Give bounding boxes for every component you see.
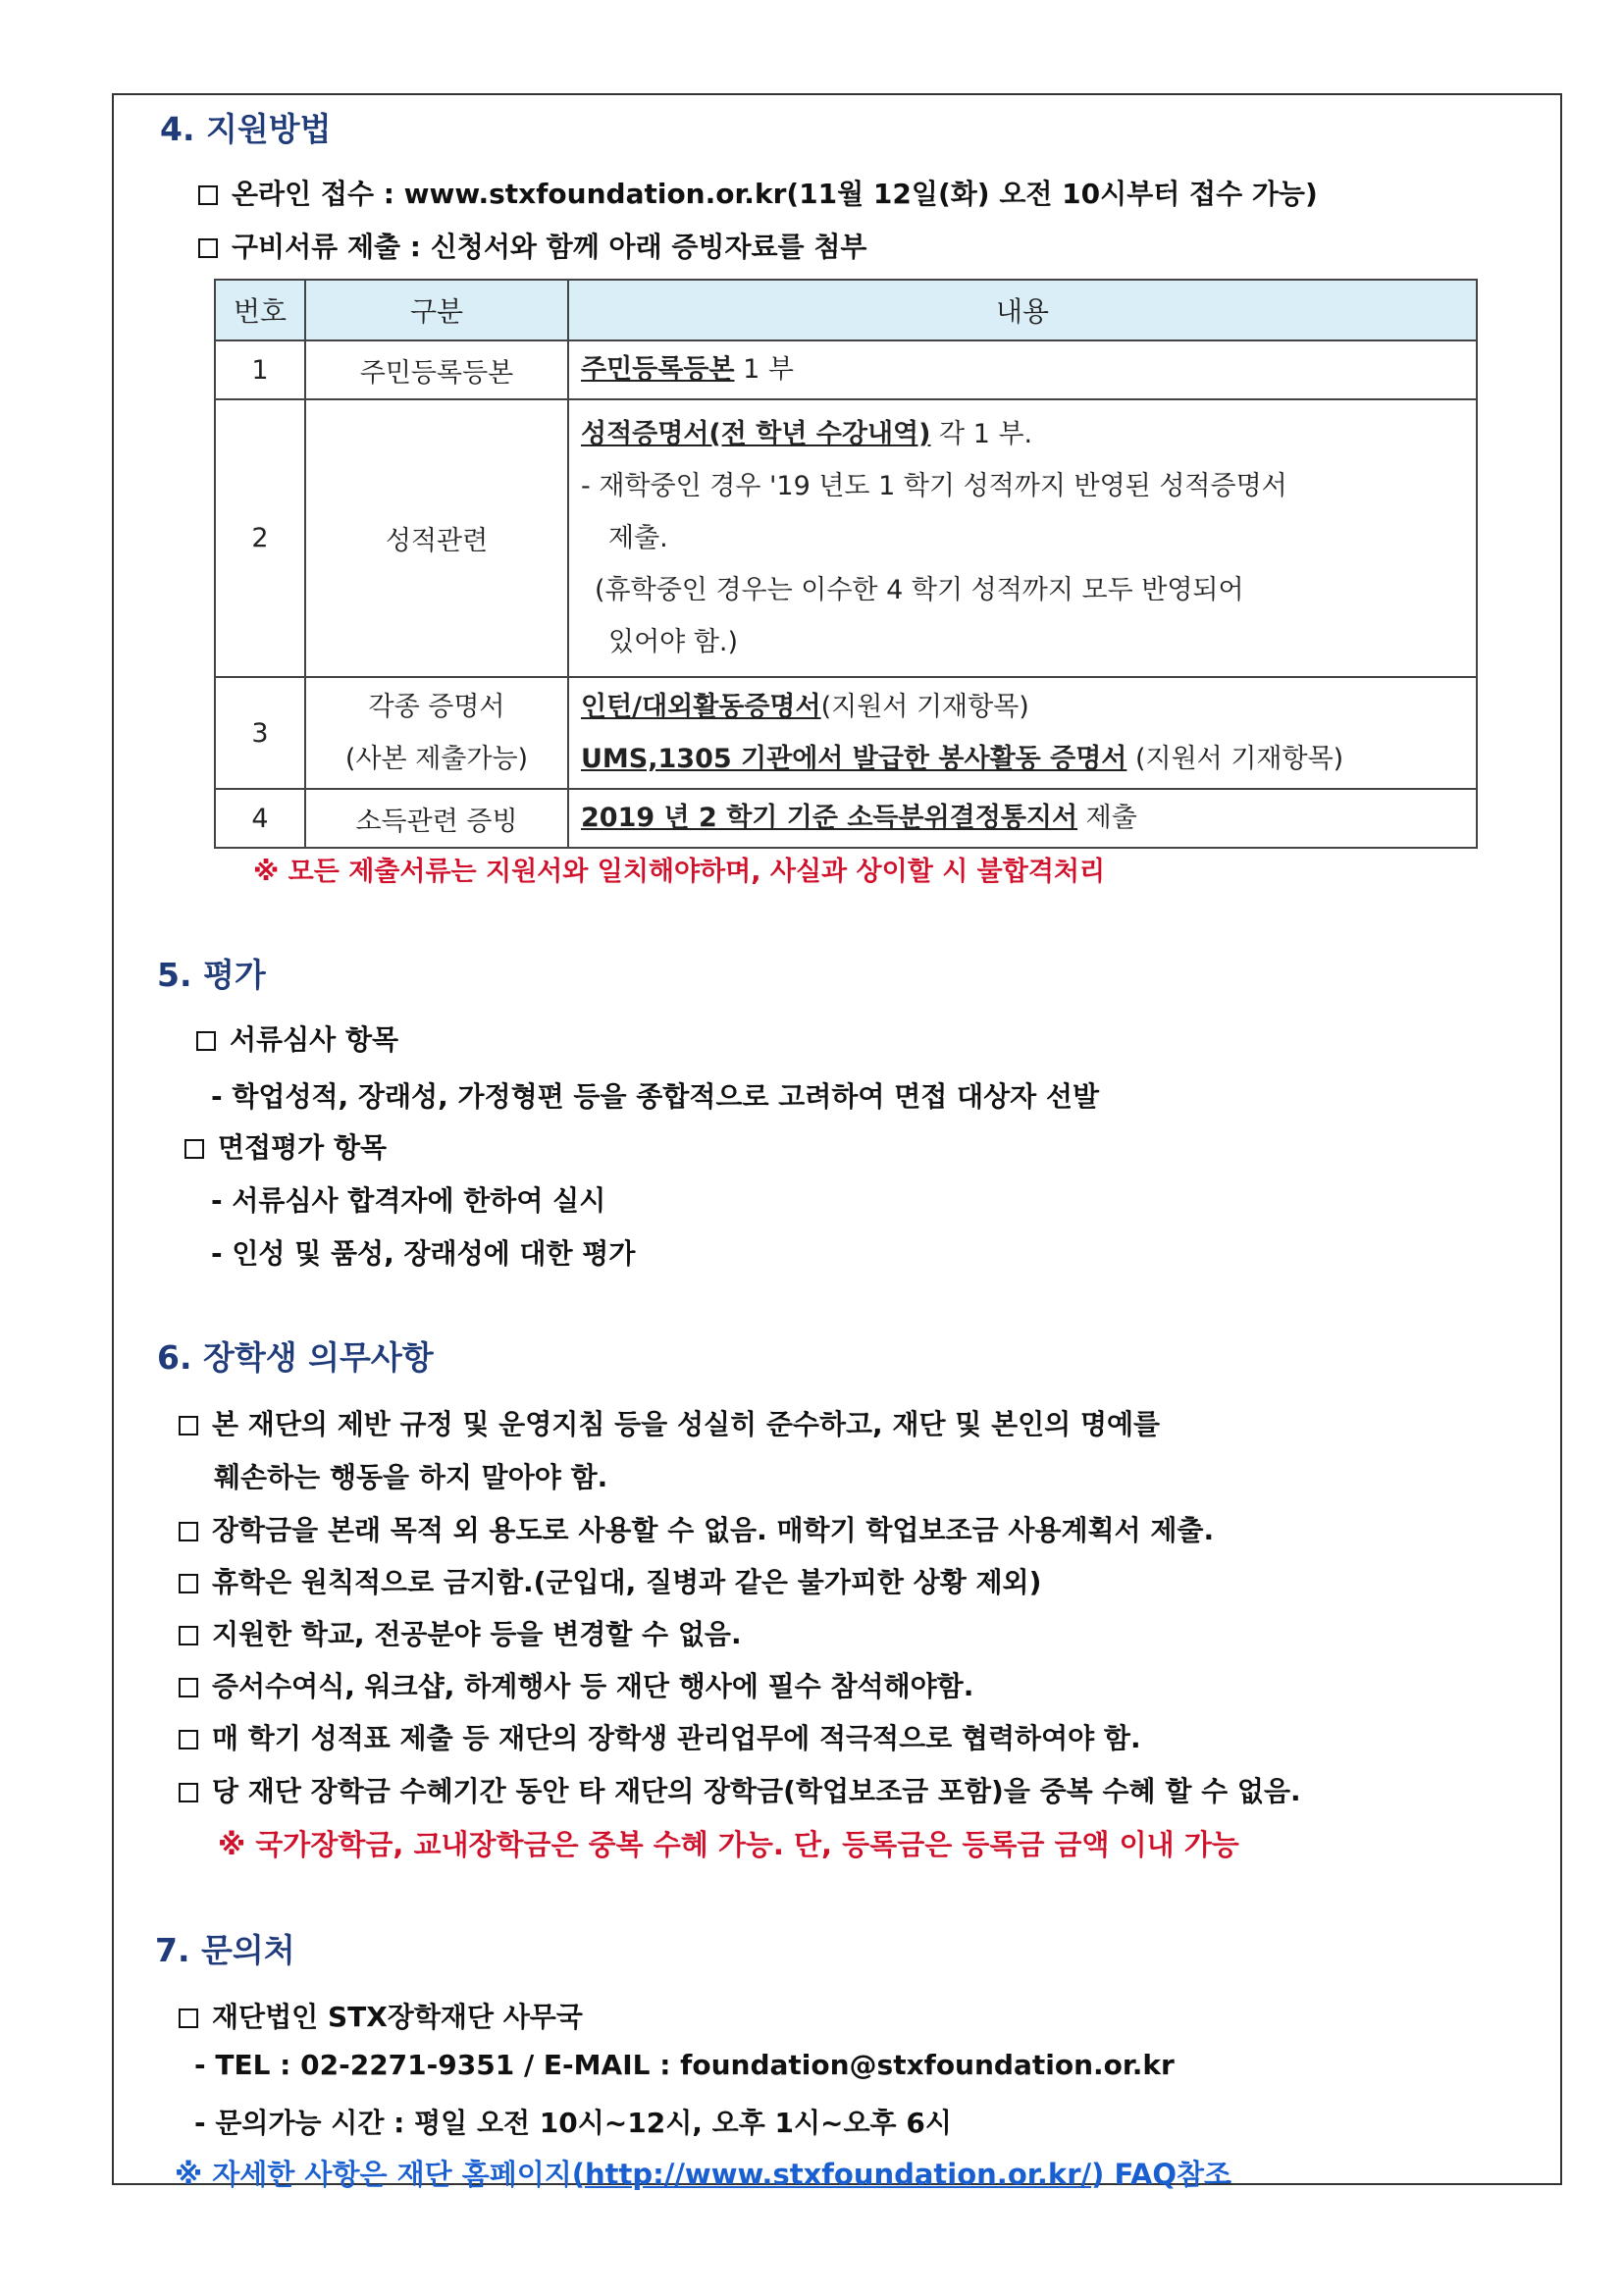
row-content (568, 340, 1477, 399)
duty-2 (179, 1509, 1214, 1548)
section-6-title: 6. 장학생 의무사항 (157, 1338, 434, 1377)
duty-5-text: 증서수여식, 워크샵, 하계행사 등 재단 행사에 필수 참석해야함. (212, 1670, 974, 1702)
checkbox-icon (196, 1031, 216, 1051)
content-rest: (지원서 기재항목) (820, 692, 1029, 722)
checkbox-icon (198, 238, 218, 258)
header-category: 구분 (305, 280, 568, 340)
checkbox-icon (179, 1416, 198, 1435)
docs-submit-text: 구비서류 제출 : 신청서와 함께 아래 증빙자료를 첨부 (232, 231, 867, 263)
checkbox-icon (179, 1574, 198, 1593)
contact-hours: - 문의가능 시간 : 평일 오전 10시~12시, 오후 1시~오후 6시 (194, 2107, 952, 2139)
content-rest: 1 부 (734, 354, 794, 385)
eval-item-2-text: 면접평가 항목 (218, 1131, 388, 1164)
row-content (568, 399, 1477, 677)
content-bold: 주민등록등본 (581, 354, 735, 385)
header-number: 번호 (215, 280, 305, 340)
checkbox-icon (179, 2009, 198, 2028)
table-row (215, 399, 1477, 677)
table-note: ※ 모든 제출서류는 지원서와 일치해야하며, 사실과 상이할 시 불합격처리 (253, 857, 1106, 887)
duty-7 (179, 1770, 1301, 1809)
duty-7-text: 당 재단 장학금 수혜기간 동안 타 재단의 장학금(학업보조금 포함)을 중복 수혜 할 수 없음. (212, 1775, 1301, 1807)
duty-1 (179, 1403, 1160, 1442)
content-bold: 성적증명서(전 학년 수강내역) (581, 419, 931, 449)
section-7-title: 7. 문의처 (155, 1931, 295, 1969)
table-row (215, 677, 1477, 789)
homepage-note (175, 2153, 1231, 2193)
online-apply-line (198, 173, 1318, 212)
row-number: 1 (215, 340, 305, 399)
duty-6 (179, 1717, 1141, 1756)
category-line: (사본 제출가능) (344, 744, 529, 774)
duty-3 (179, 1561, 1041, 1600)
eval-item-1-text: 서류심사 항목 (230, 1023, 399, 1056)
row-category: 성적관련 (305, 399, 568, 677)
content-bold: UMS,1305 기관에서 발급한 봉사활동 증명서 (581, 744, 1127, 774)
row-number: 4 (215, 789, 305, 848)
duty-note: ※ 국가장학금, 교내장학금은 중복 수혜 가능. 단, 등록금은 등록금 금액 이내 가능 (218, 1828, 1239, 1861)
row-content (568, 677, 1477, 789)
content-rest: 제출 (1077, 803, 1137, 833)
eval-item-1-sub: - 학업성적, 장래성, 가정형편 등을 종합적으로 고려하여 면접 대상자 선발 (211, 1080, 1100, 1113)
duty-5 (179, 1665, 973, 1704)
duty-4 (179, 1613, 742, 1652)
row-number: 2 (215, 399, 305, 677)
contact-info: - TEL : 02-2271-9351 / E-MAIL : foundation@stxfoundation.or.kr (194, 2049, 1175, 2081)
content-line: - 재학중인 경우 '19 년도 1 학기 성적까지 반영된 성적증명서 (581, 471, 1287, 501)
category-line: 각종 증명서 (368, 692, 505, 722)
row-category (305, 677, 568, 789)
table-header-row (215, 280, 1477, 340)
row-content (568, 789, 1477, 848)
homepage-link[interactable]: http://www.stxfoundation.or.kr/ (585, 2158, 1092, 2191)
checkbox-icon (179, 1678, 198, 1697)
content-line: (휴학중인 경우는 이수한 4 학기 성적까지 모두 반영되어 (595, 575, 1244, 605)
section-5-title: 5. 평가 (157, 956, 266, 994)
checkbox-icon (179, 1522, 198, 1541)
section-4-title: 4. 지원방법 (160, 110, 332, 148)
checkbox-icon (179, 1626, 198, 1645)
table-row (215, 340, 1477, 399)
row-number: 3 (215, 677, 305, 789)
homepage-note-prefix: ※ 자세한 사항은 재단 홈페이지( (175, 2158, 585, 2191)
duty-1-cont: 훼손하는 행동을 하지 말아야 함. (214, 1461, 608, 1493)
eval-item-2-sub-2: - 인성 및 품성, 장래성에 대한 평가 (211, 1237, 636, 1270)
duty-4-text: 지원한 학교, 전공분야 등을 변경할 수 없음. (212, 1618, 742, 1650)
content-line: 있어야 함.) (608, 627, 739, 657)
table-row (215, 789, 1477, 848)
documents-table (214, 279, 1478, 849)
checkbox-icon (184, 1139, 204, 1159)
duty-2-text: 장학금을 본래 목적 외 용도로 사용할 수 없음. 매학기 학업보조금 사용계획서 제출. (212, 1514, 1215, 1546)
duty-3-text: 휴학은 원칙적으로 금지함.(군입대, 질병과 같은 불가피한 상황 제외) (212, 1566, 1042, 1598)
duty-6-text: 매 학기 성적표 제출 등 재단의 장학생 관리업무에 적극적으로 협력하여야 함. (212, 1722, 1141, 1754)
online-apply-text: 온라인 접수 : www.stxfoundation.or.kr(11월 12일(화) 오전 10시부터 접수 가능) (232, 178, 1318, 210)
homepage-note-suffix: ) FAQ참조 (1091, 2158, 1232, 2191)
docs-submit-line (198, 226, 866, 265)
content-rest: 각 1 부. (930, 419, 1033, 449)
row-category: 주민등록등본 (305, 340, 568, 399)
contact-org-text: 재단법인 STX장학재단 사무국 (212, 2001, 583, 2033)
content-rest: (지원서 기재항목) (1126, 744, 1344, 774)
eval-item-2 (184, 1126, 387, 1166)
content-bold: 2019 년 2 학기 기준 소득분위결정통지서 (581, 803, 1078, 833)
content-bold: 인턴/대외활동증명서 (581, 692, 821, 722)
header-content: 내용 (568, 280, 1477, 340)
checkbox-icon (198, 185, 218, 205)
content-line: 제출. (608, 523, 668, 553)
eval-item-1 (196, 1018, 398, 1058)
checkbox-icon (179, 1783, 198, 1802)
eval-item-2-sub-1: - 서류심사 합격자에 한하여 실시 (211, 1184, 606, 1217)
checkbox-icon (179, 1730, 198, 1749)
duty-1-text: 본 재단의 제반 규정 및 운영지침 등을 성실히 준수하고, 재단 및 본인의 명예를 (212, 1408, 1161, 1440)
row-category: 소득관련 증빙 (305, 789, 568, 848)
contact-org (179, 1996, 583, 2035)
